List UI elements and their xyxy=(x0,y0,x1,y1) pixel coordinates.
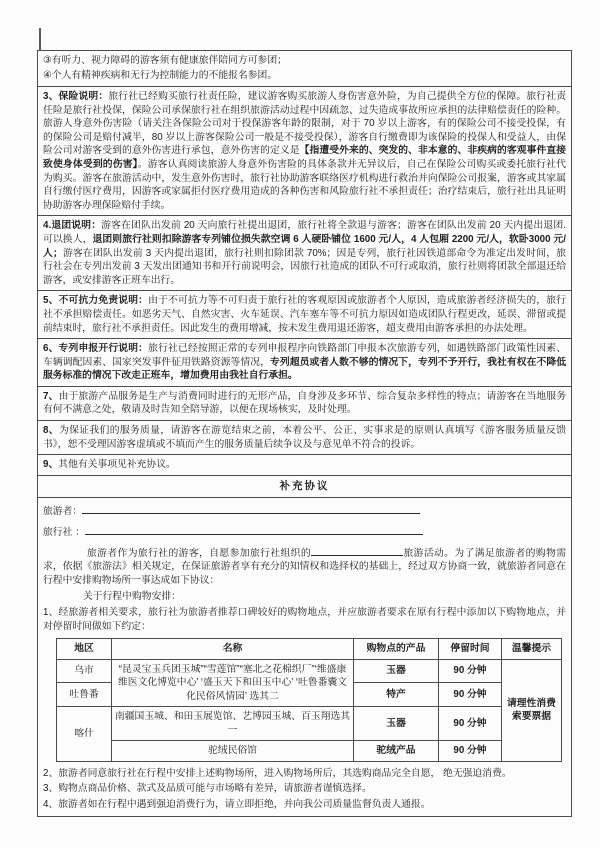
supplementary-agreement-title: 补充协议 xyxy=(38,475,571,498)
section-force-majeure-label: 5、不可抗力免责说明： xyxy=(43,295,149,307)
duration-cell: 90 分钟 xyxy=(439,741,502,762)
section-quality-label: 8、 xyxy=(43,425,59,437)
shopping-locations-table xyxy=(56,638,562,762)
duration-cell: 90 分钟 xyxy=(439,659,502,683)
header-tip: 温馨提示 xyxy=(502,639,562,660)
shop-name-cell: 南疆国玉城、和田玉展览馆、艺博园玉城、百玉翔选其一 xyxy=(112,707,354,741)
traveler-label: 旅游者： xyxy=(43,506,83,518)
table-row xyxy=(57,659,562,683)
duration-cell: 90 分钟 xyxy=(439,707,502,741)
supplement-intro-paragraph xyxy=(43,545,566,588)
section-train-text-1: 旅行社已经按照正常的专列申报程序向铁路部门申报本次旅游专列，如遇铁路部门政策性因素、车辆调配因素、国家突发事件征用铁路资源等情况， xyxy=(43,343,567,368)
tip-line-2: 索要票据 xyxy=(511,711,552,723)
section-insurance-label: 3、保险说明： xyxy=(43,91,109,102)
traveler-fill-line xyxy=(82,503,420,514)
traveler-signature-row xyxy=(43,503,566,519)
agency-signature-row xyxy=(43,524,566,540)
section-quality-text: 为保证我们的服务质量，请游客在游览结束之前，本着公平、公正、实事求是的原则认真填写《游客服务质量反馈书》，恕不受理因游客虚填或不填而产生的服务质量后续争议及与意见单不符合的投诉。 xyxy=(43,425,567,450)
note-line-4: ④个人有精神疾病和无行为控制能力的不能报名参团。 xyxy=(43,69,278,81)
section-train-label: 6、专列申报开行说明： xyxy=(43,343,149,355)
shop-name-cell: “昆灵宝玉兵团玉城”“雪莲馆”“塞北之花棉织厂”‘维盛康维医文化博览中心’ ‘盛玉天下和田玉中心’ ‘吐鲁番囊文化民俗风情园’ 选其二 xyxy=(112,659,354,707)
section-other-text: 其他有关事项见补充协议。 xyxy=(58,459,176,471)
section-refund-text-1: 游客在团队出发前 20 天向旅行社提出退团，旅行社将全款退与游客；游客在团队出发前 20 天内提出退团.可以换人， xyxy=(43,220,567,245)
section-refund-bold-fees: 退团则旅行社则扣除游客专列铺位损失款空调 6 人硬卧铺位 1600 元/人，4 人包厢 2200 元/人，软卧3000 元/人； xyxy=(43,233,566,259)
section-eligibility-notes xyxy=(38,51,571,86)
shopping-item-3: 3、购物点商品价格、款式及品质可能与市场略有差异，请旅游者谨慎选择。 xyxy=(43,783,372,795)
product-cell: 特产 xyxy=(354,683,439,707)
duration-cell: 90 分钟 xyxy=(439,683,502,707)
shopping-item-2: 2、旅游者同意旅行社在行程中安排上述购物场所，进入购物场所后，其选购商品完全自愿， 绝无强迫消费。 xyxy=(43,767,512,779)
header-name: 名称 xyxy=(112,639,354,660)
agency-label: 旅行社 ： xyxy=(43,527,85,539)
shopping-table-header-row xyxy=(57,639,562,660)
header-duration: 停留时间 xyxy=(439,639,502,660)
section-insurance-bold-definition: 【指遭受外来的、突发的、非本意的、非疾病的客观事件直接致使身体受到的伤害】 xyxy=(43,145,567,170)
supplementary-agreement-body xyxy=(38,497,571,816)
tip-cell xyxy=(502,659,562,761)
shopping-item-4: 4、旅游者如在行程中遇到强迫消费行为，请立即拒绝，并向我公司质量监督负责人通报。 xyxy=(43,798,431,810)
section-refund-text-2: 游客在团队出发前 3 天内提出退团，旅行社则扣除团款 70%；因是专列，旅行社因铁道部命令为准定出发时间，旅行社会在专列出发前 3 天发出团通知书和开行前说明会，因旅行社造成的团队不可行或取消，旅行社则将团款全部退还给游客，或安排游客正班车出行。 xyxy=(43,247,566,286)
section-insurance xyxy=(38,86,571,215)
section-refund-label: 4.退团说明： xyxy=(43,220,102,232)
supplement-intro-text-1: 旅游者作为旅行社的游客，自愿参加旅行社组织的 xyxy=(87,547,312,559)
section-other-matters xyxy=(38,454,571,475)
tour-name-fill-line xyxy=(311,545,403,556)
section-train-bold-tail: 专列超员或者人数不够的情况下，专列不予开行，我社有权在不降低服务标准的情况下改走正班车，增加费用由我社自行承担。 xyxy=(43,356,567,382)
header-region: 地区 xyxy=(57,639,112,660)
agency-fill-line xyxy=(85,524,423,535)
section-refund xyxy=(38,215,571,290)
note-line-3: ③有听力、视力障碍的游客须有健康旅伴陪同方可参团； xyxy=(43,55,287,66)
section-insurance-text-1: 旅行社已经购买旅行社责任险，建议游客购买旅游人身伤害意外险，为自己提供全方位的保障。旅行社责任险是旅行社投保，保险公司承保旅行社在组织旅游活动过程中因疏忽、过失造成事故所应承担的法律赔偿责任的险种。旅游人身意外伤害险（请关注各保险公司对于投保游客年龄的限制，对于 70 岁以上游客，有的保险公司不接受投保，有的保险公司是赔付减半，80 岁以上游客保险公司一般是不接受投保），游客自行缴费即为该保险的投保人和受益人，由保险公司对游客受到的意外伤害进行承包，意外伤害的定义是 xyxy=(43,91,567,157)
section-service-text: 由于旅游产品服务是生产与消费同时进行的无形产品，自身涉及多环节、综合复杂多样性的特点；请游客在当地服务有何不满意之处，敬请及时告知全陪导游，以便在现场核实，及时处理。 xyxy=(43,390,566,416)
section-train-declaration xyxy=(38,338,571,386)
table-row xyxy=(57,741,562,762)
section-quality-survey xyxy=(38,420,571,454)
section-insurance-text-2: 。游客认真阅读旅游人身意外伤害险的具体条款并无异议后，自己在保险公司购买或委托旅行社代为购买。游客在旅游活动中，发生意外伤害时，旅行社协助游客联络医疗机构进行救治并向保险公司报案，游客或其家属自行缴付医疗费用，因游客或家属拒付医疗费用造成的各种伤害和风险旅行社不承担责任；治疗结束后，旅行社出具证明协助游客办理保险赔付手续。 xyxy=(43,158,566,211)
contract-terms-table xyxy=(37,50,572,817)
section-force-majeure-text: 由于不可抗力等不可归责于旅行社的客观原因或旅游者个人原因，造成旅游者经济损失的，旅行社不承担赔偿责任。如恶劣天气、自然灾害、火车延误、汽车塞车等不可抗力原因如造成团队行程更改，延误、滞留或提前结束时，旅行社不承担责任。因此发生的费用增减，按未发生费用退还游客，超支费用由游客承担的办法处理。 xyxy=(43,295,567,334)
product-cell: 驼绒产品 xyxy=(354,741,439,762)
shopping-item-1: 1、经旅游者相关要求，旅行社为旅游者推荐口碑较好的购物地点，并应旅游者要求在原有行程中添加以下购物地点，并对停留时间做如下约定： xyxy=(43,607,566,632)
shopping-arrangement-title: 关于行程中购物安排： xyxy=(83,591,181,603)
section-service-feedback xyxy=(38,386,571,420)
header-product: 购物点的产品 xyxy=(354,639,439,660)
region-cell: 乌市 xyxy=(57,659,112,683)
region-cell: 喀什 xyxy=(57,707,112,762)
tip-line-1: 请理性消费 xyxy=(507,697,556,709)
section-other-label: 9、 xyxy=(43,459,59,471)
section-service-label: 7、 xyxy=(43,390,59,402)
shop-name-cell: 驼绒民俗馆 xyxy=(112,741,354,762)
page-edge-mark xyxy=(39,28,41,50)
product-cell: 玉器 xyxy=(354,707,439,741)
table-row xyxy=(57,707,562,741)
product-cell: 玉器 xyxy=(354,659,439,683)
section-force-majeure xyxy=(38,290,571,338)
region-cell: 吐鲁番 xyxy=(57,683,112,707)
supplement-intro-text-2: 旅游活动。为了满足旅游者的购物需求，依据《旅游法》相关规定，在保证旅游者享有充分的知情权和选择权的基础上，经过双方协商一致，就旅游者同意在行程中安排购物场所一事达成如下协议： xyxy=(43,547,567,586)
